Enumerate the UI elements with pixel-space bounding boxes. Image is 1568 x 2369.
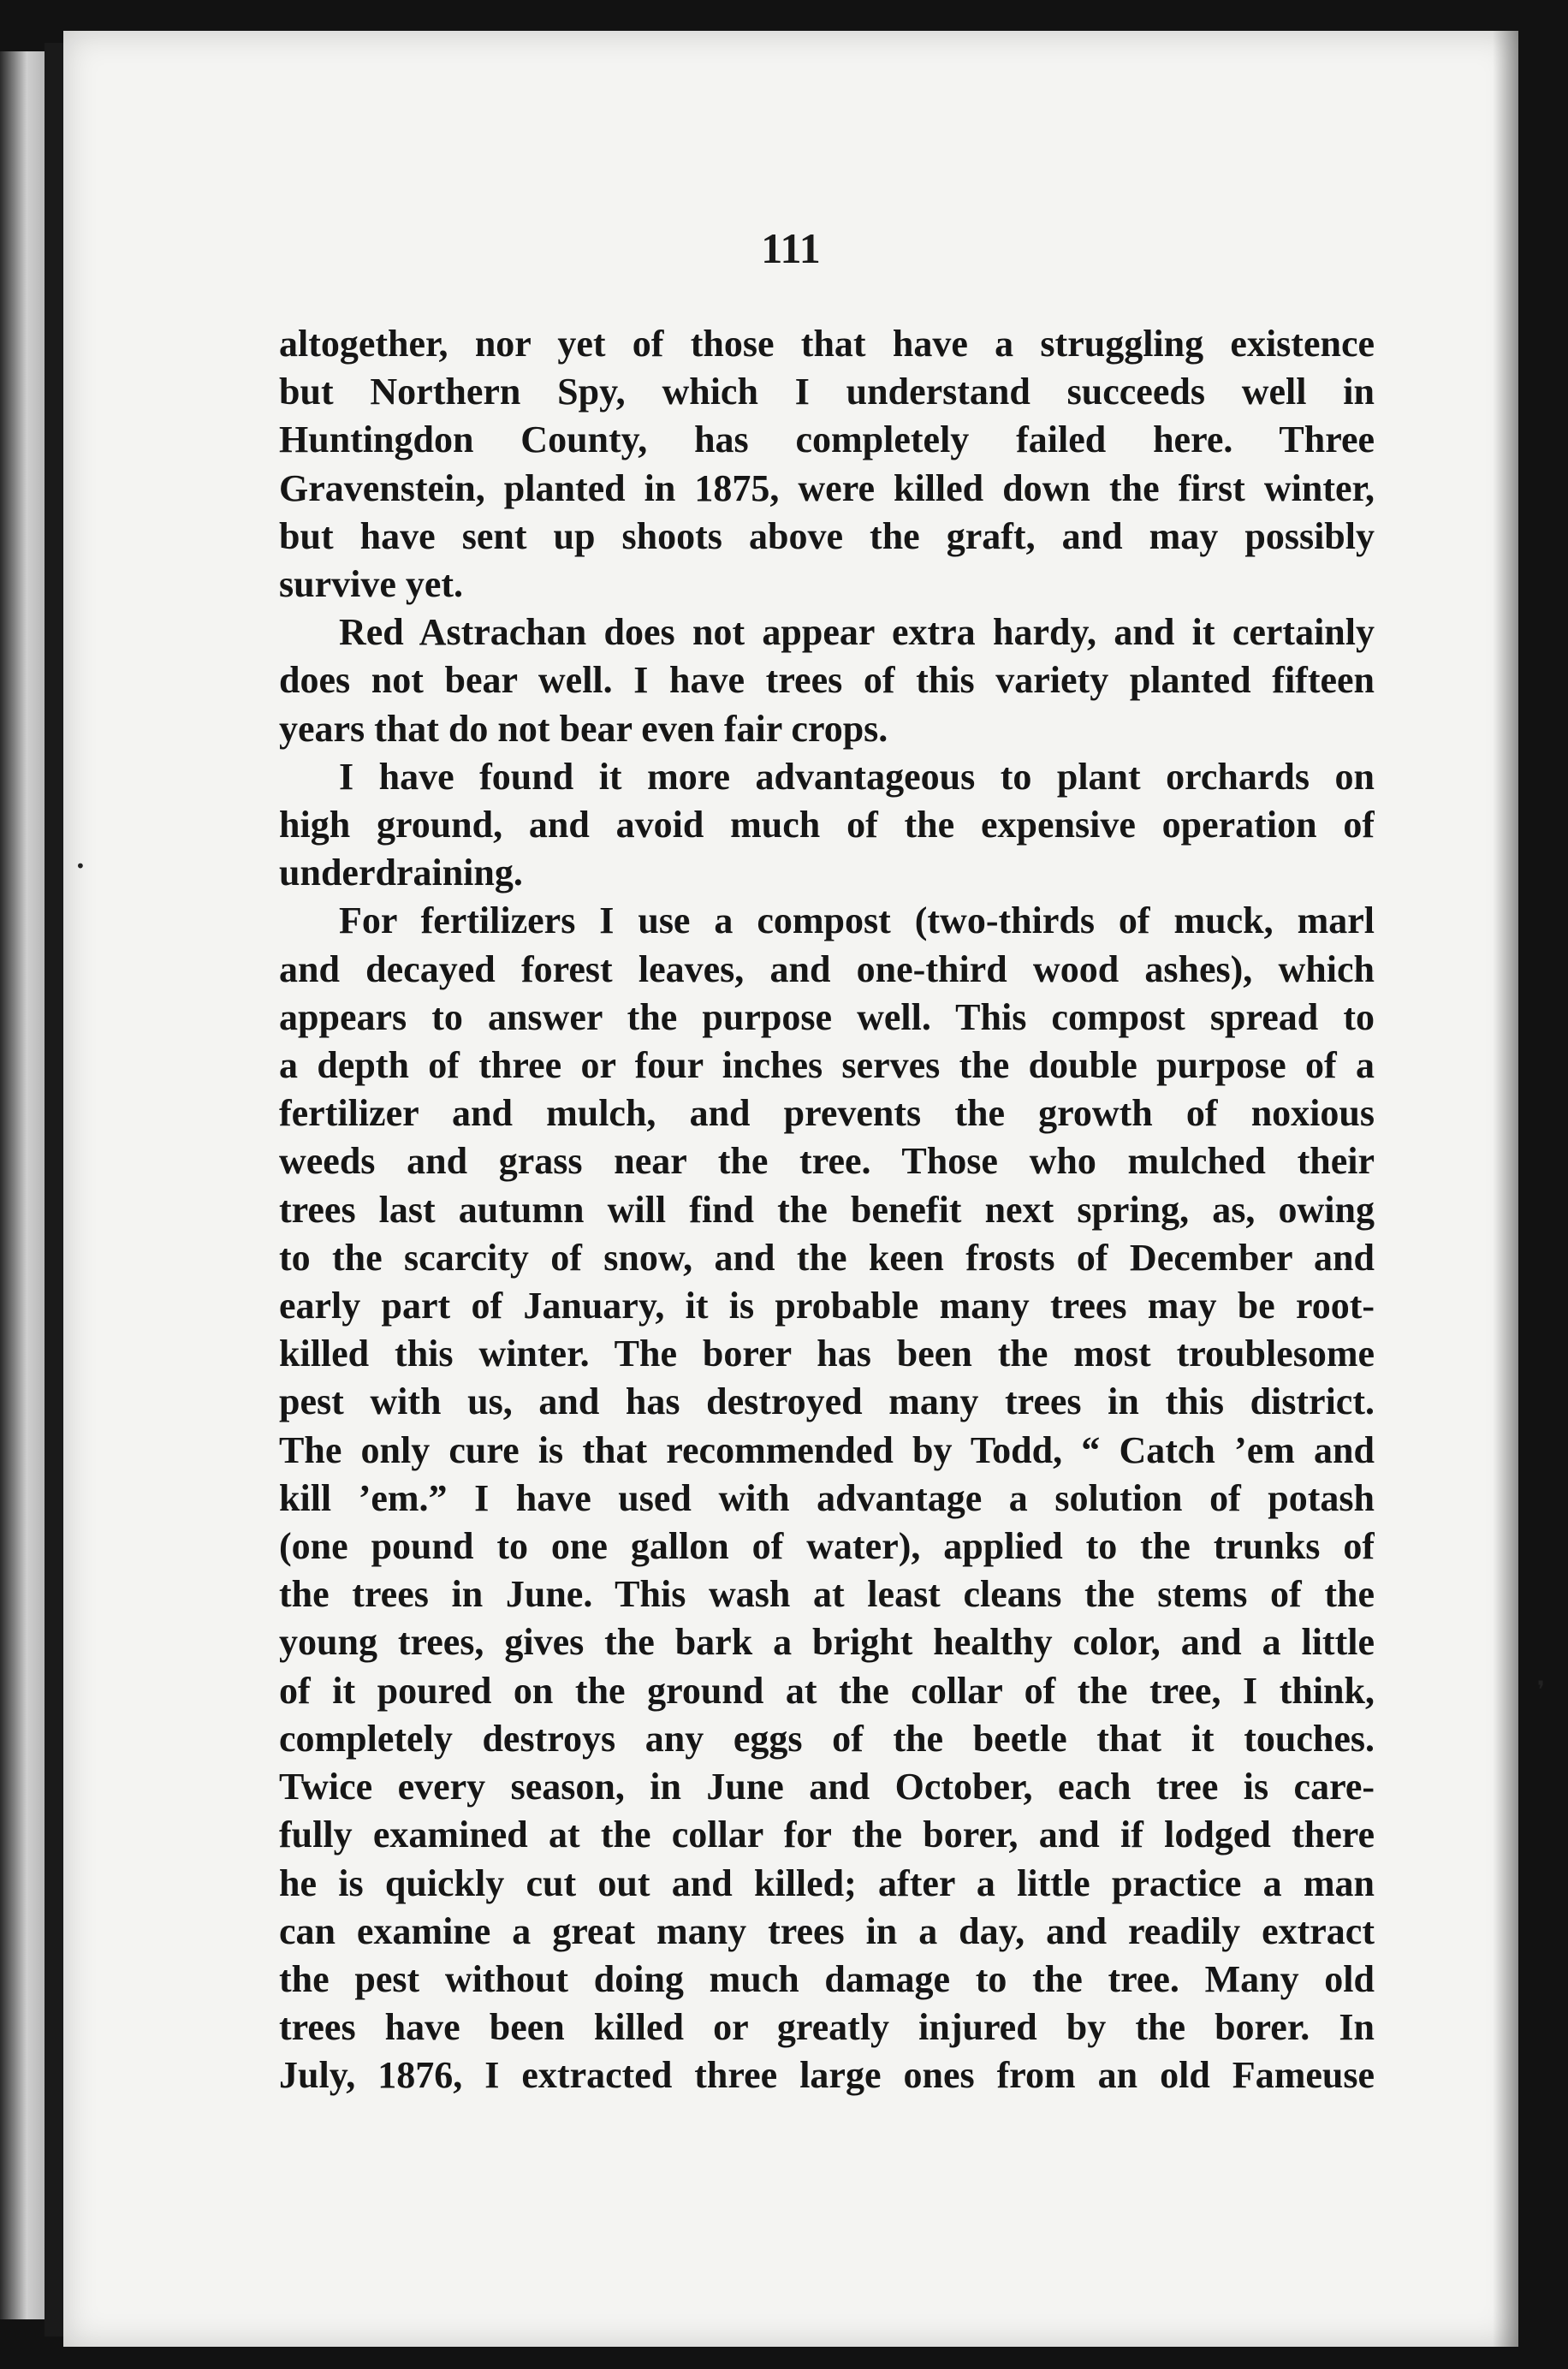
text-line: trees have been killed or greatly injured by the borer. In <box>279 2006 1375 2049</box>
text-line: fully examined at the collar for the borer, and if lodged there <box>279 1814 1375 1856</box>
text-line: but Northern Spy, which I understand succeeds well in <box>279 371 1375 413</box>
text-line: appears to answer the purpose well. This compost spread to <box>279 995 1375 1038</box>
text-line: years that do not bear even fair crops. <box>279 707 888 750</box>
body-text <box>279 320 1375 2100</box>
text-line: young trees, gives the bark a bright healthy color, and a little <box>279 1621 1375 1664</box>
text-line: the pest without doing much damage to the tree. Many old <box>279 1957 1375 2000</box>
text-line: can examine a great many trees in a day, and readily extract <box>279 1909 1375 1952</box>
text-line: to the scarcity of snow, and the keen frosts of December and <box>279 1236 1375 1279</box>
text-line: survive yet. <box>279 563 464 606</box>
text-line: killed this winter. The borer has been the most troublesome <box>279 1333 1375 1375</box>
text-line: Gravenstein, planted in 1875, were killed down the first winter, <box>279 466 1375 509</box>
text-line: pest with us, and has destroyed many trees in this district. <box>279 1380 1375 1423</box>
text-line: fertilizer and mulch, and prevents the growth of noxious <box>279 1092 1375 1135</box>
text-line: July, 1876, I extracted three large ones from an old Fameuse <box>279 2054 1375 2097</box>
text-line: (one pound to one gallon of water), applied to the trunks of <box>279 1525 1375 1568</box>
text-line: weeds and grass near the tree. Those who mulched their <box>279 1140 1375 1183</box>
text-line: early part of January, it is probable many trees may be root- <box>279 1285 1375 1327</box>
text-line: kill ’em.” I have used with advantage a solution of potash <box>279 1476 1375 1519</box>
text-line: altogether, nor yet of those that have a struggling existence <box>279 323 1375 365</box>
text-line: a depth of three or four inches serves the double purpose of a <box>279 1044 1375 1087</box>
previous-page-edge <box>0 51 45 2319</box>
text-line: but have sent up shoots above the graft, and may possibly <box>279 514 1375 557</box>
text-line: Huntingdon County, has completely failed here. Three <box>279 419 1375 461</box>
text-line: Twice every season, in June and October, each tree is care- <box>279 1766 1375 1808</box>
text-line: The only cure is that recommended by Todd, “ Catch ’em and <box>279 1428 1375 1471</box>
text-line: I have found it more advantageous to plant orchards on <box>339 755 1375 798</box>
book-page <box>63 31 1518 2347</box>
text-line: underdraining. <box>279 852 523 894</box>
margin-mark-right: ❜ <box>1537 1676 1546 1704</box>
text-line: of it poured on the ground at the collar of the tree, I think, <box>279 1669 1375 1712</box>
text-line: he is quickly cut out and killed; after a little practice a man <box>279 1861 1375 1904</box>
text-line: Red Astrachan does not appear extra hardy, and it certainly <box>339 611 1375 654</box>
text-line: high ground, and avoid much of the expensive operation of <box>279 804 1375 846</box>
text-line: trees last autumn will find the benefit next spring, as, owing <box>279 1188 1375 1231</box>
binding-gutter <box>45 43 63 2336</box>
text-line: the trees in June. This wash at least cleans the stems of the <box>279 1573 1375 1616</box>
page-number: 111 <box>761 224 821 272</box>
text-line: For fertilizers I use a compost (two-thirds of muck, marl <box>339 900 1375 942</box>
text-line: and decayed forest leaves, and one-third wood ashes), which <box>279 947 1375 990</box>
text-line: completely destroys any eggs of the beetle that it touches. <box>279 1717 1375 1760</box>
text-line: does not bear well. I have trees of this variety planted fifteen <box>279 659 1375 702</box>
margin-mark-left: • <box>75 856 86 876</box>
